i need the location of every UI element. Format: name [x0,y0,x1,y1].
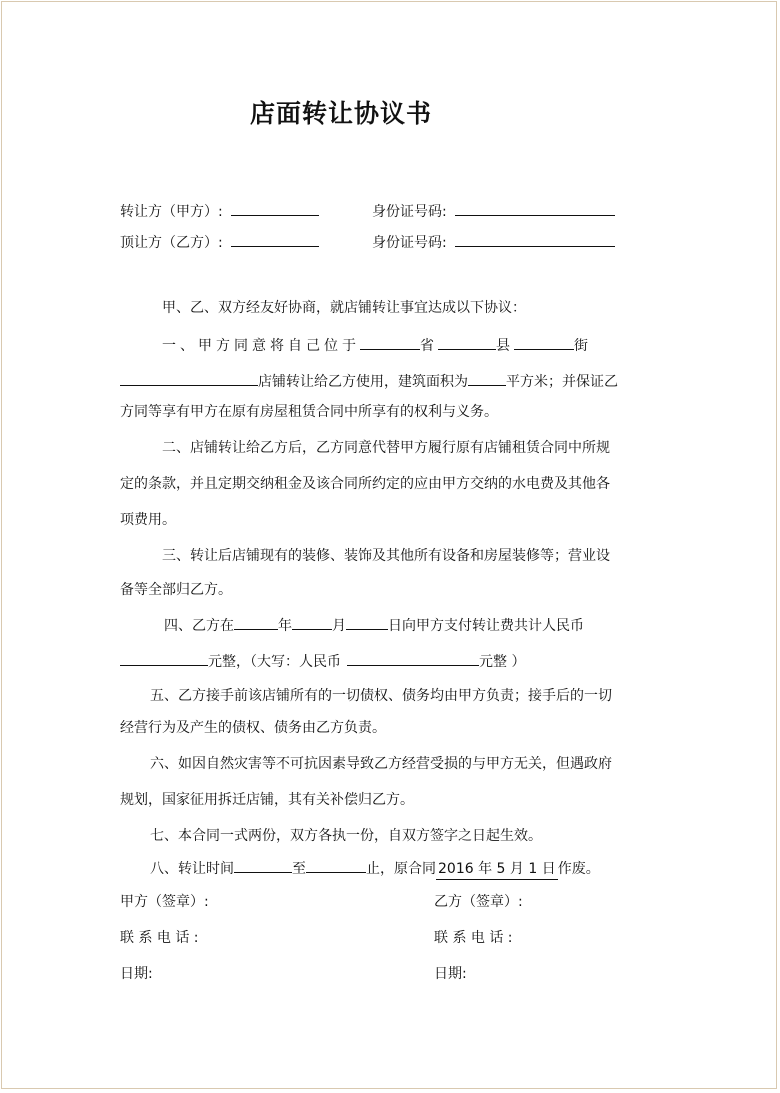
party-a-date-label: 日期: [120,966,153,982]
intro-text: 甲、乙、双方经友好协商，就店铺转让事宜达成以下协议： [162,300,526,316]
clause4-text-d: 元整 ） [479,654,526,670]
clause6-line1: 六、如因自然灾害等不可抗因素导致乙方经营受损的与甲方无关，但遇政府 [150,756,612,772]
transferor-label: 转让方（甲方）: [120,204,223,220]
clause1-text-a: 一、甲方同意将自己位于 [162,338,360,354]
clause1-county-unit: 县 [496,338,514,354]
clause8-text-a: 八、转让时间 [150,861,234,877]
clause1-province-unit: 省 [420,338,438,354]
transferor-row [120,200,319,222]
province-field[interactable] [360,334,420,350]
clause4-line2 [120,650,525,672]
clause3-line2: 备等全部归乙方。 [120,582,232,598]
clause4-text-a: 四、乙方在 [164,618,234,634]
transferee-id-field[interactable] [455,231,615,247]
transferor-name-field[interactable] [231,200,319,216]
clause5-line1: 五、乙方接手前该店铺所有的一切债权、债务均由甲方负责；接手后的一切 [150,688,612,704]
clause7-line: 七、本合同一式两份，双方各执一份，自双方签字之日起生效。 [150,828,542,844]
pay-month-field[interactable] [292,614,332,630]
fee-amount-field[interactable] [120,650,208,666]
clause4-month-unit: 月 [332,618,346,634]
clause5-line2: 经营行为及产生的债权、债务由乙方负责。 [120,720,386,736]
clause6-line2: 规划，国家征用拆迁店铺，其有关补偿归乙方。 [120,792,414,808]
clause2-line1: 二、店铺转让给乙方后，乙方同意代替甲方履行原有店铺租赁合同中所规 [162,440,610,456]
id-label-1: 身份证号码: [372,204,447,220]
clause4-year-unit: 年 [278,618,292,634]
id-label-2: 身份证号码: [372,235,447,251]
clause4-text-b: 日向甲方支付转让费共计人民币 [388,618,584,634]
original-contract-date[interactable]: 2016 年 5 月 1 日 [436,859,558,880]
document-title: 店面转让协议书 [250,99,433,128]
pay-day-field[interactable] [346,614,388,630]
clause1-text-b: 店铺转让给乙方使用，建筑面积为 [258,374,468,390]
shop-address-field[interactable] [120,370,258,386]
clause4-line1 [164,614,584,636]
clause3-line1: 三、转让后店铺现有的装修、装饰及其他所有设备和房屋装修等；营业设 [162,548,610,564]
party-b-sign-label: 乙方（签章）: [434,894,523,910]
clause1-street-unit: 街 [574,338,592,354]
transferor-id-field[interactable] [455,200,615,216]
party-a-phone-label: 联 系 电 话 : [120,930,199,946]
clause1-line1 [162,334,592,356]
clause8-text-c: 作废。 [557,861,600,877]
transferee-row [120,231,319,253]
document-page [1,1,777,1089]
party-b-phone-label: 联 系 电 话 : [434,930,513,946]
clause8-to: 至 [292,861,306,877]
clause8-text-b: 止，原合同 [366,861,436,877]
id-row-1 [372,200,615,222]
clause8-line [150,857,600,880]
clause4-text-c: 元整，（大写：人民币 [208,654,341,670]
pay-year-field[interactable] [234,614,278,630]
fee-capital-field[interactable] [347,650,479,666]
party-b-date-label: 日期: [434,966,467,982]
clause1-text-c: 平方米；并保证乙 [506,374,618,390]
area-field[interactable] [468,370,506,386]
party-a-sign-label: 甲方（签章）: [120,894,209,910]
id-row-2 [372,231,615,253]
clause2-line3: 项费用。 [120,512,176,528]
clause1-line3: 方同等享有甲方在原有房屋租赁合同中所享有的权利与义务。 [120,404,498,420]
street-field[interactable] [514,334,574,350]
transfer-start-field[interactable] [234,857,292,873]
transferee-label: 顶让方（乙方）: [120,235,223,251]
clause1-line2 [120,370,618,392]
transfer-end-field[interactable] [306,857,366,873]
transferee-name-field[interactable] [231,231,319,247]
clause2-line2: 定的条款，并且定期交纳租金及该合同所约定的应由甲方交纳的水电费及其他各 [120,476,610,492]
county-field[interactable] [438,334,496,350]
